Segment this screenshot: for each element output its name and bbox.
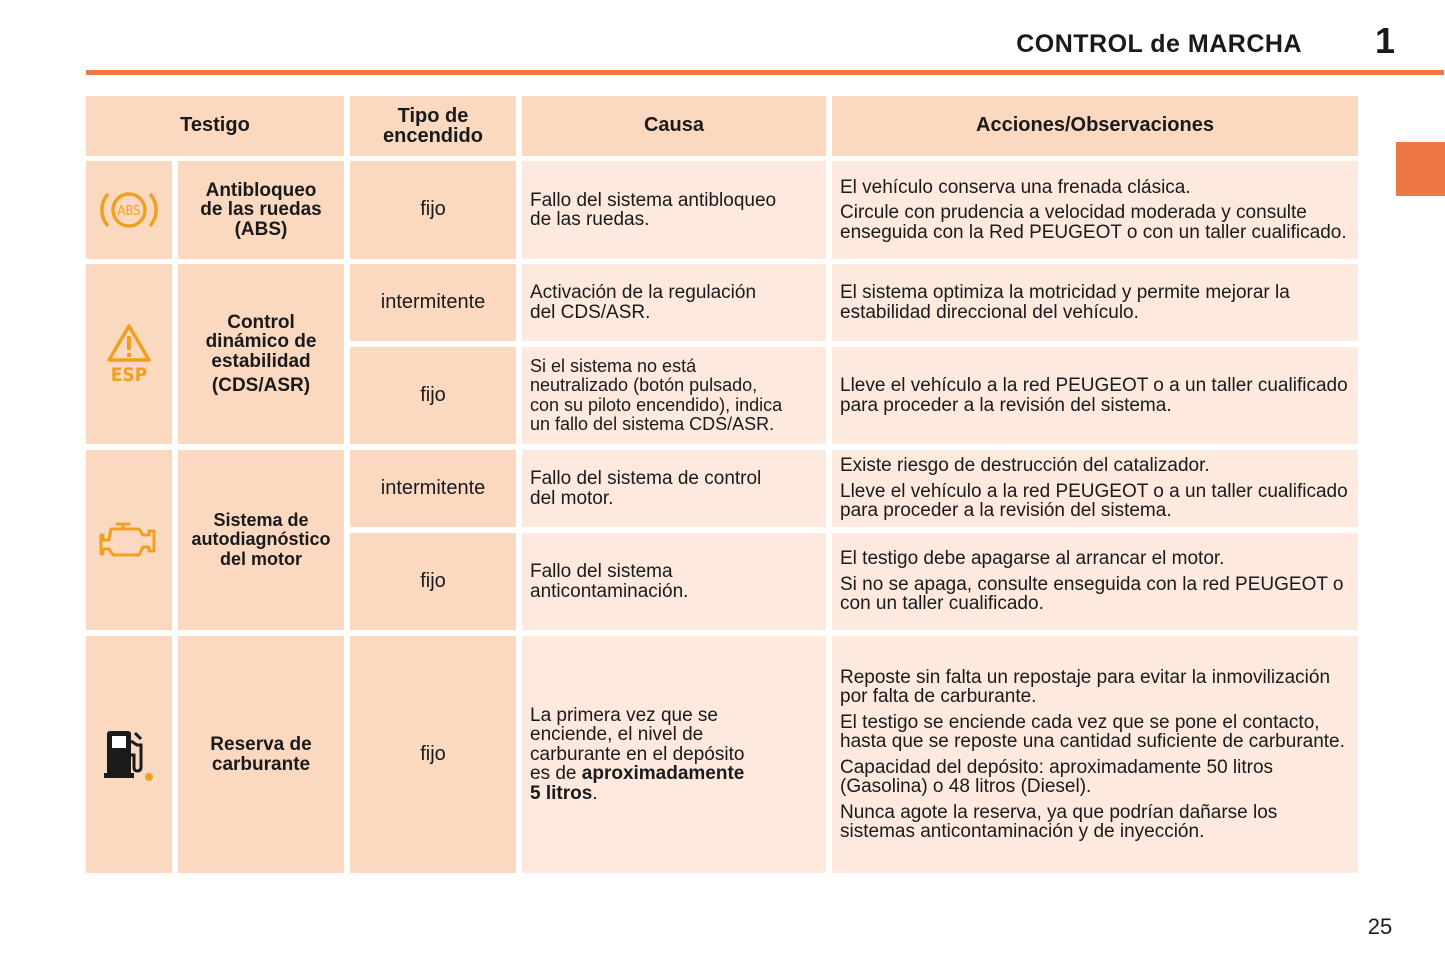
engine-mode-cell-2: fijo [350, 533, 516, 630]
esp-cause-cell-1: Activación de la regulación del CDS/ASR. [522, 264, 826, 341]
header-tipo-encendido: Tipo de encendido [350, 96, 516, 156]
esp-actions-cell-2: Lleve el vehículo a la red PEUGEOT o a un taller cualificado para proceder a la revisión del sistema. [832, 347, 1358, 444]
page-number: 25 [1367, 914, 1393, 939]
esp-actions-cell-1: El sistema optimiza la motricidad y permite mejorar la estabilidad direccional del vehículo. [832, 264, 1358, 341]
chapter-side-tab [1396, 142, 1445, 196]
header-acciones: Acciones/Observaciones [832, 96, 1358, 156]
abs-cause-cell: Fallo del sistema antibloqueo de las ruedas. [522, 161, 826, 259]
engine-mode-cell-1: intermitente [350, 450, 516, 527]
engine-cause-cell-1: Fallo del sistema de control del motor. [522, 450, 826, 527]
esp-mode-cell-1: intermitente [350, 264, 516, 341]
fuel-actions-cell: Reposte sin falta un repostaje para evitar la inmovilización por falta de carburante. El testigo se enciende cada vez que se pone el contacto, hasta que se reposte una cantidad suficiente de carburante. Capacidad del depósito: aproximadamente 50 litros (Gasolina) o 48 litros (Diesel). Nunca agote la reserva, ya que podrían dañarse los sistemas anticontaminación y de inyección. [832, 636, 1358, 873]
svg-text:ESP: ESP [110, 364, 148, 386]
engine-cause-cell-2: Fallo del sistema anticontaminación. [522, 533, 826, 630]
esp-mode-cell-2: fijo [350, 347, 516, 444]
engine-actions-cell-1: Existe riesgo de destrucción del catalizador. Lleve el vehículo a la red PEUGEOT o a un taller cualificado para proceder a la revisión del sistema. [832, 450, 1358, 527]
header-divider [86, 70, 1444, 75]
esp-warning-icon [104, 322, 154, 386]
abs-actions-cell: El vehículo conserva una frenada clásica. Circule con prudencia a velocidad moderada y consulte enseguida con la Red PEUGEOT o con un taller cualificado. [832, 161, 1358, 259]
page-title: CONTROL de MARCHA [1016, 30, 1302, 58]
fuel-mode-cell: fijo [350, 636, 516, 873]
esp-icon-cell [86, 264, 172, 444]
svg-text:ABS: ABS [117, 204, 141, 219]
fuel-name-cell: Reserva de carburante [178, 636, 344, 873]
esp-name-cell: Control dinámico de estabilidad (CDS/ASR) [178, 264, 344, 444]
fuel-cause-cell: La primera vez que se enciende, el nivel de carburante en el depósito es de aproximadamente 5 litros. [522, 636, 826, 873]
fuel-pump-icon [103, 727, 155, 783]
engine-icon-cell [86, 450, 172, 630]
chapter-number: 1 [1374, 20, 1396, 61]
header-causa: Causa [522, 96, 826, 156]
engine-diagnostic-icon [99, 518, 159, 562]
engine-actions-cell-2: El testigo debe apagarse al arrancar el motor. Si no se apaga, consulte enseguida con la red PEUGEOT o con un taller cualificado. [832, 533, 1358, 630]
abs-icon-cell [86, 161, 172, 259]
fuel-icon-cell [86, 636, 172, 873]
abs-name-cell: Antibloqueo de las ruedas (ABS) [178, 161, 344, 259]
abs-mode-cell: fijo [350, 161, 516, 259]
header-testigo: Testigo [86, 96, 344, 156]
abs-warning-icon [98, 186, 160, 234]
esp-cause-cell-2: Si el sistema no está neutralizado (botón pulsado, con su piloto encendido), indica un fallo del sistema CDS/ASR. [522, 347, 826, 444]
engine-name-cell: Sistema de autodiagnóstico del motor [178, 450, 344, 630]
